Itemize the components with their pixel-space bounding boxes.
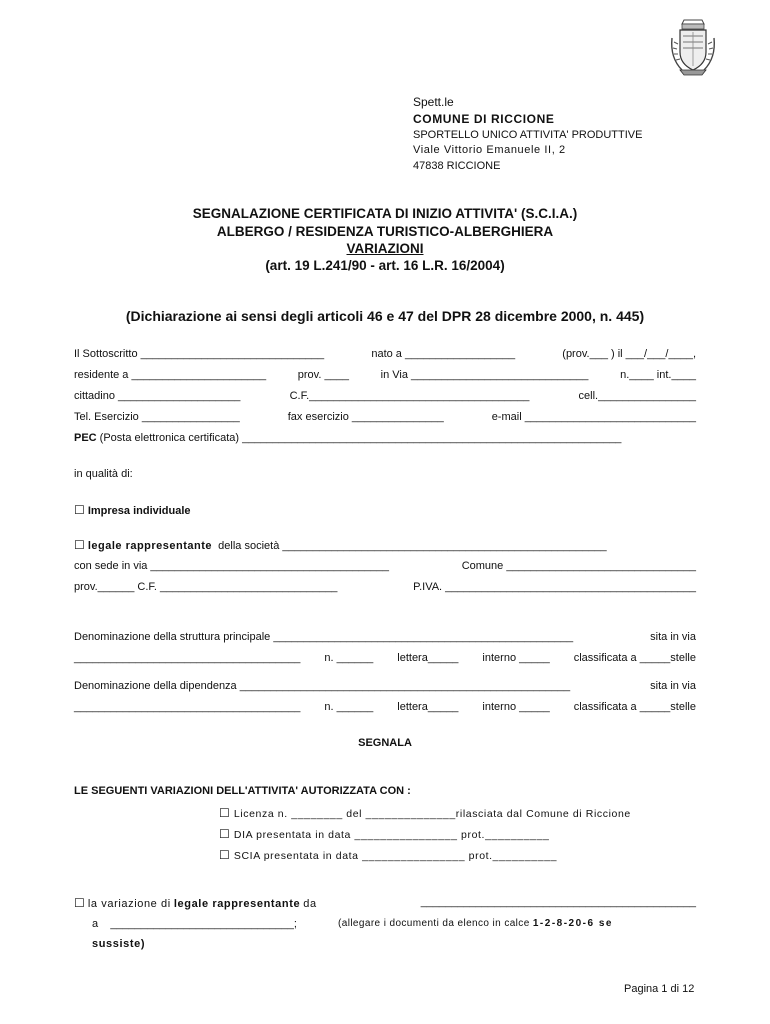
form-title: SEGNALAZIONE CERTIFICATA DI INIZIO ATTIVITA' (S.C.I.A.) [192,206,578,221]
pec-line: (Posta elettronica certificata) ______________________________________________________________ [96,432,622,444]
annex-name-field[interactable]: Denominazione della dipendenza ______________________________________________________ [74,680,571,692]
form-legal-reference: (art. 19 L.241/90 - art. 16 L.R. 16/2004) [265,258,505,273]
legal-change-to-row [92,918,696,930]
main-stars-field[interactable]: classificata a _____stelle [573,652,696,664]
company-vat-field[interactable]: P.IVA. _________________________________________ [413,581,696,593]
annex-letter-field[interactable]: lettera_____ [397,701,459,713]
scia-text: SCIA presentata in data ________________ prot.__________ [233,850,558,862]
annex-address-row [74,701,696,713]
licence-option[interactable] [219,806,631,820]
checkbox-icon[interactable]: ☐ [219,806,231,820]
annex-interior-field[interactable]: interno _____ [482,701,550,713]
role-legal-option[interactable] [74,538,607,552]
annex-stars-field[interactable]: classificata a _____stelle [573,701,696,713]
form-section-variazioni: VARIAZIONI [346,241,424,256]
checkbox-icon[interactable]: ☐ [74,896,85,910]
recipient-street: Viale Vittorio Emanuele II, 2 [413,144,566,156]
segnala-heading: SEGNALA [358,737,412,749]
legal-change-to-field[interactable]: ______________________________; [110,918,297,930]
legal-change-da: da [303,898,317,910]
legal-change-prefix: la variazione di [87,898,171,910]
annex-number-field[interactable]: n. ______ [324,701,374,713]
company-street-field[interactable]: con sede in via _______________________________________ [74,560,390,572]
legal-change-from-field[interactable]: _____________________________________________ [420,896,696,908]
fax-field[interactable]: fax esercizio _______________ [287,411,444,423]
company-city-field[interactable]: Comune _______________________________ [461,560,696,572]
applicant-row-contacts [74,411,696,423]
applicant-row-name [74,348,696,360]
attachments-note-end: sussiste) [92,938,146,950]
individual-label: Impresa individuale [87,505,191,517]
pec-label: PEC [74,432,97,444]
legal-change-row [74,896,696,910]
main-interior-field[interactable]: interno _____ [482,652,550,664]
recipient-organization: COMUNE DI RICCIONE [413,112,555,126]
sottoscritto-field[interactable]: Il Sottoscritto ______________________________ [74,348,325,360]
scia-option[interactable] [219,848,557,862]
legal-change-a-label: a [92,918,99,930]
main-letter-field[interactable]: lettera_____ [397,652,459,664]
page-number: Pagina 1 di 12 [624,983,695,995]
checkbox-icon[interactable]: ☐ [219,827,231,841]
main-number-field[interactable]: n. ______ [324,652,374,664]
form-subtitle: ALBERGO / RESIDENZA TURISTICO-ALBERGHIERA [216,224,554,239]
legal-rep-label: legale rappresentante [87,540,213,552]
attachments-note-text: (allegare i documenti da elenco in calce [338,918,530,929]
main-structure-row [74,631,696,643]
company-seat-row [74,560,696,572]
main-address-field[interactable]: _____________________________________ [74,652,301,664]
company-cf-field[interactable]: prov.______ C.F. _____________________________ [74,581,338,593]
attachments-codes: 1-2-8-20-6 se [532,918,613,929]
annex-via-label: sita in via [650,680,696,692]
company-tax-row [74,581,696,593]
legal-change-label: legale rappresentante [173,898,301,910]
annex-address-field[interactable]: _____________________________________ [74,701,301,713]
residence-field[interactable]: residente a ______________________ [74,369,267,381]
checkbox-icon[interactable]: ☐ [74,538,85,552]
declaration-heading: (Dichiarazione ai sensi degli articoli 46 e 47 del DPR 28 dicembre 2000, n. 445) [125,308,645,324]
role-individual-option[interactable] [74,503,191,517]
pec-field[interactable] [74,432,621,444]
annex-structure-row [74,680,696,692]
attachments-note [338,918,613,929]
licence-text: Licenza n. ________ del ______________rilasciata dal Comune di Riccione [233,808,631,820]
email-field[interactable]: e-mail ____________________________ [491,411,696,423]
checkbox-icon[interactable]: ☐ [219,848,231,862]
applicant-row-residence [74,369,696,381]
birthdate-field[interactable]: (prov.___ ) il ___/___/____, [562,348,696,360]
main-structure-via-label: sita in via [650,631,696,643]
mobile-field[interactable]: cell.________________ [578,390,696,402]
dia-text: DIA presentata in data ________________ prot.__________ [233,829,550,841]
comune-crest-logo [668,18,718,78]
main-structure-name-field[interactable]: Denominazione della struttura principale _________________________________________________ [74,631,574,643]
recipient-city: 47838 RICCIONE [413,160,501,172]
street-field[interactable]: in Via _____________________________ [380,369,589,381]
recipient-office: SPORTELLO UNICO ATTIVITA' PRODUTTIVE [413,129,643,141]
citizenship-field[interactable]: cittadino ____________________ [74,390,241,402]
role-intro: in qualità di: [74,468,133,480]
applicant-row-citizenship [74,390,696,402]
number-field[interactable]: n.____ int.____ [620,369,696,381]
main-structure-address-row [74,652,696,664]
checkbox-icon[interactable]: ☐ [74,503,85,517]
variations-heading: LE SEGUENTI VARIAZIONI DELL'ATTIVITA' AUTORIZZATA CON : [74,785,411,797]
phone-field[interactable]: Tel. Esercizio ________________ [74,411,240,423]
company-field[interactable]: della società _____________________________________________________ [218,540,607,552]
residence-prov-field[interactable]: prov. ____ [297,369,349,381]
dia-option[interactable] [219,827,549,841]
recipient-salutation: Spett.le [413,95,454,109]
birthplace-field[interactable]: nato a __________________ [371,348,516,360]
fiscal-code-field[interactable]: C.F.____________________________________ [289,390,530,402]
